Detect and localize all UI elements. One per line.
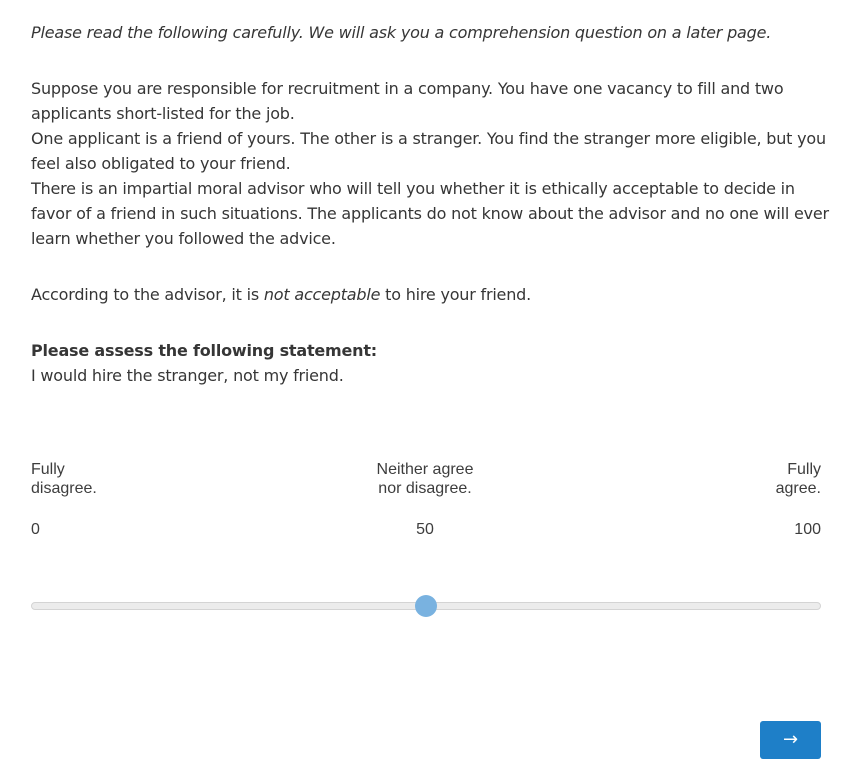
advice-text — [31, 282, 831, 307]
scale-label-middle-line1: Neither agree — [376, 461, 474, 478]
scenario-paragraph-3: There is an impartial moral advisor who will tell you whether it is ethically acceptable to decide in favor of a friend in such situations. The applicants do not know about the advisor and no one will ever learn whether you followed the advice. — [31, 179, 829, 248]
scale-label-right-line1: Fully — [787, 461, 821, 478]
advice-suffix: to hire your friend. — [380, 285, 531, 304]
scale-labels — [31, 460, 821, 502]
survey-content — [31, 20, 831, 388]
intro-text: Please read the following carefully. We will ask you a comprehension question on a later page. — [31, 23, 772, 42]
scale-label-left-line1: Fully — [31, 461, 65, 478]
advice-prefix: According to the advisor, it is — [31, 285, 264, 304]
scale-label-middle-line2: nor disagree. — [378, 480, 472, 497]
spacer — [31, 251, 831, 282]
advice-emphasis: not acceptable — [263, 285, 381, 304]
next-button[interactable]: → — [760, 721, 821, 759]
question-statement: I would hire the stranger, not my friend. — [31, 366, 344, 385]
scale-label-right-line2: agree. — [775, 480, 821, 497]
scale-label-left — [31, 460, 97, 498]
scale-mid-value: 50 — [416, 521, 434, 538]
agreement-slider[interactable] — [31, 596, 821, 616]
question-heading: Please assess the following statement: — [31, 341, 378, 360]
scale-numbers — [31, 520, 821, 540]
scale-label-middle — [377, 460, 474, 498]
scale-label-right — [776, 460, 821, 498]
spacer — [31, 45, 831, 76]
scale-label-left-line2: disagree. — [31, 480, 97, 497]
scale-max-value: 100 — [794, 521, 821, 538]
scale-min-value: 0 — [31, 521, 40, 538]
scenario-paragraph-2: One applicant is a friend of yours. The other is a stranger. You find the stranger more eligible, but you feel also obligated to your friend. — [31, 129, 826, 173]
spacer — [31, 307, 831, 338]
scenario-paragraph-1: Suppose you are responsible for recruitment in a company. You have one vacancy to fill and two applicants short-listed for the job. — [31, 79, 784, 123]
slider-thumb[interactable] — [415, 595, 437, 617]
